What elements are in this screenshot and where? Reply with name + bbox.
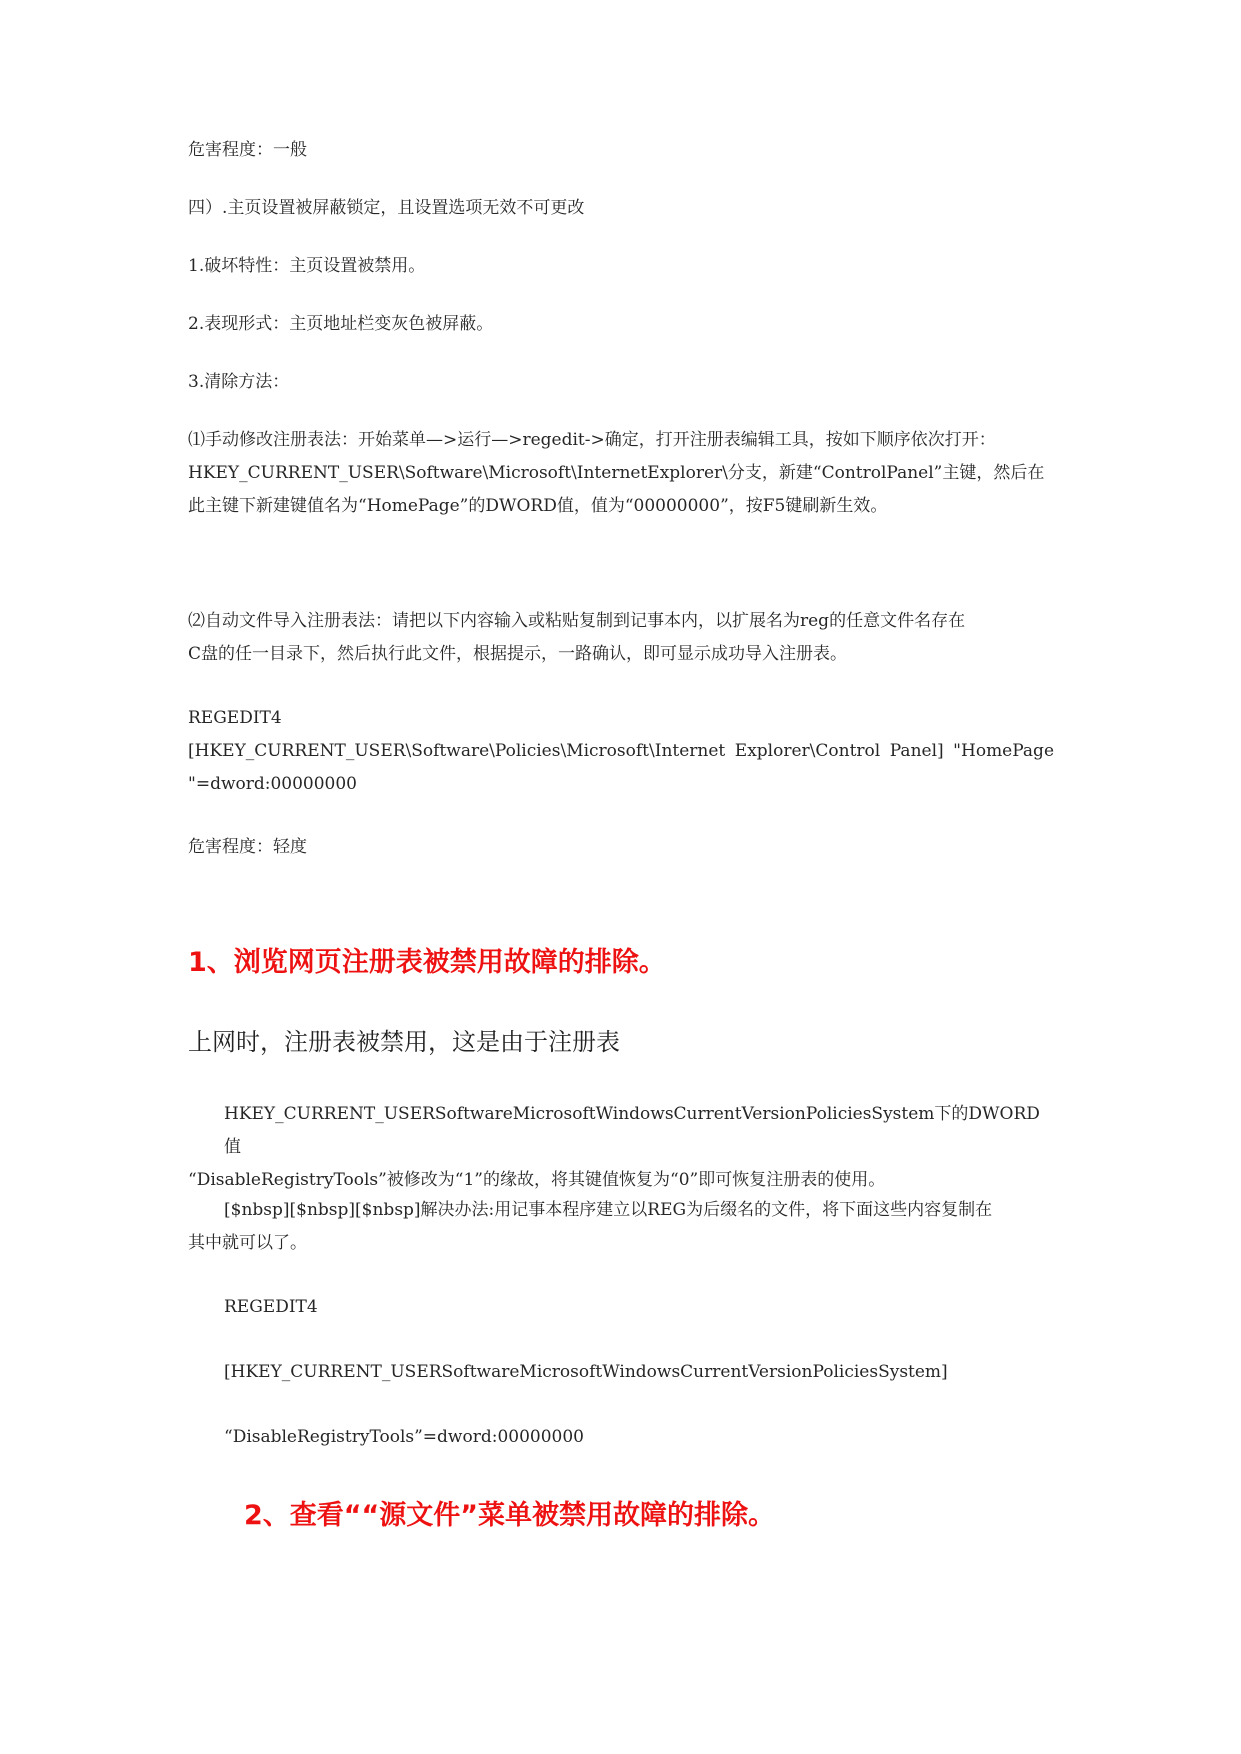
severity-general: 危害程度：一般 <box>188 140 307 160</box>
manual-method-line-3: 此主键下新建键值名为“HomePage”的DWORD值，值为“00000000”，按F5键刷新生效。 <box>188 496 888 516</box>
regedit-header: REGEDIT4 <box>188 708 282 728</box>
regedit-header-2: REGEDIT4 <box>224 1297 318 1317</box>
registry-value-line: "=dword:00000000 <box>188 774 357 794</box>
auto-import-line-2: C盘的任一目录下，然后执行此文件，根据提示，一路确认，即可显示成功导入注册表。 <box>188 644 848 664</box>
manual-method-line-2: HKEY_CURRENT_USER\Software\Microsoft\InternetExplorer\分支，新建“ControlPanel”主键，然后在 <box>188 463 1045 483</box>
registry-cause-line-1: HKEY_CURRENT_USERSoftwareMicrosoftWindowsCurrentVersionPoliciesSystem下的DWORD值 <box>224 1104 1040 1157</box>
registry-cause-line-2: “DisableRegistryTools”被修改为“1”的缘故，将其键值恢复为“0”即可恢复注册表的使用。 <box>188 1170 886 1190</box>
solution-line-1: [$nbsp][$nbsp][$nbsp]解决办法:用记事本程序建立以REG为后缀名的文件，将下面这些内容复制在 <box>224 1200 993 1220</box>
manual-registry-method <box>188 424 1054 523</box>
section-four-title: 四）.主页设置被屏蔽锁定，且设置选项无效不可更改 <box>188 198 585 218</box>
item-removal-method: 3.清除方法： <box>188 372 290 392</box>
registry-key-line: [HKEY_CURRENT_USER\Software\Policies\Microsoft\Internet Explorer\Control Panel] "HomePage <box>188 741 1054 761</box>
disable-registry-tools-value: “DisableRegistryTools”=dword:00000000 <box>224 1427 584 1447</box>
item-destruction-feature: 1.破坏特性：主页设置被禁用。 <box>188 256 426 276</box>
item-symptom: 2.表现形式：主页地址栏变灰色被屏蔽。 <box>188 314 494 334</box>
heading-registry-disabled: 1、浏览网页注册表被禁用故障的排除。 <box>188 947 666 978</box>
severity-light: 危害程度：轻度 <box>188 837 307 857</box>
solution-line-2: 其中就可以了。 <box>188 1233 307 1253</box>
manual-method-line-1: ⑴手动修改注册表法：开始菜单—>运行—>regedit->确定，打开注册表编辑工具，按如下顺序依次打开： <box>188 430 996 450</box>
subheading-registry-cause: 上网时，注册表被禁用，这是由于注册表 <box>188 1028 620 1056</box>
heading-view-source-disabled: 2、查看““源文件”菜单被禁用故障的排除。 <box>244 1500 776 1531</box>
auto-import-line-1: ⑵自动文件导入注册表法：请把以下内容输入或粘贴复制到记事本内，以扩展名为reg的任意文件名存在 <box>188 611 966 631</box>
registry-system-key: [HKEY_CURRENT_USERSoftwareMicrosoftWindowsCurrentVersionPoliciesSystem] <box>224 1362 948 1382</box>
registry-cause-paragraph <box>188 1098 1054 1197</box>
auto-import-method <box>188 605 1054 671</box>
solution-paragraph <box>188 1194 1054 1260</box>
registry-snippet-homepage <box>188 702 1054 801</box>
